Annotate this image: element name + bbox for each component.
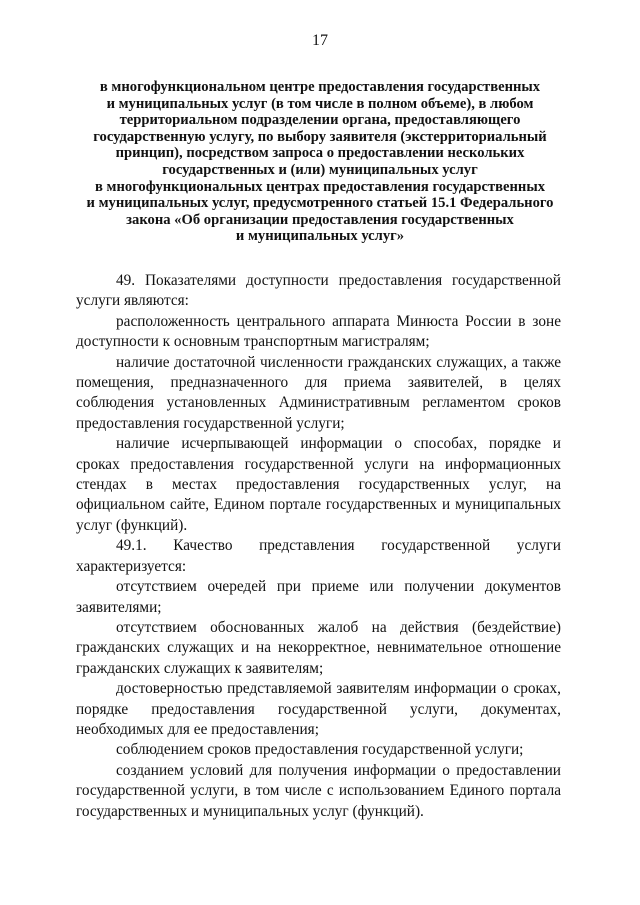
heading-line: закона «Об организации предоставления государственных [126,211,514,228]
paragraph: отсутствием обоснованных жалоб на действия (бездействие) гражданских служащих и на некорректное, невнимательное отношение гражданских служащих к заявителям; [76,618,561,677]
heading-line: государственных и (или) муниципальных услуг [162,161,478,178]
paragraph: отсутствием очередей при приеме или получении документов заявителями; [76,578,561,616]
heading-line: и муниципальных услуг, предусмотренного статьей 15.1 Федерального [86,195,554,212]
paragraph: наличие исчерпывающей информации о способах, порядке и сроках предоставления государственной услуги на информационных стендах в местах предоставления государственных услуг, на официальном сайте, Едином портале государственных и муниципальных услуг (функций). [76,435,561,534]
body-text [76,271,561,822]
heading-line: и муниципальных услуг» [235,228,405,245]
paragraph-49-1: 49.1. Качество представления государственной услуги характеризуется: [76,537,561,575]
paragraph: расположенность центрального аппарата Минюста России в зоне доступности к основным транспортным магистралям; [76,312,561,351]
heading-line: в многофункциональном центре предоставления государственных [99,79,541,95]
paragraph: созданием условий для получения информации о предоставлении государственной услуги, в том числе с использованием Единого портала государственных и муниципальных услуг (функций). [76,761,561,820]
paragraph: достоверностью представляемой заявителям информации о сроках, порядке предоставления государственной услуги, документах, необходимых для ее предоставления; [76,680,561,738]
paragraph-49: 49. Показателями доступности предоставления государственной услуги являются: [76,272,561,310]
heading-line: территориальном подразделении органа, предоставляющего [119,112,521,129]
heading-line: в многофункциональных центрах предоставления государственных [94,178,546,195]
paragraph: соблюдением сроков предоставления государственной услуги; [116,741,524,759]
page-number: 17 [312,32,328,49]
paragraph: наличие достаточной численности гражданских служащих, а также помещения, предназначенного для приема заявителей, в целях соблюдения установленных Административным регламентом сроков предоставления государственной услуги; [76,353,561,432]
heading-line: принцип), посредством запроса о предоставлении нескольких [115,145,525,162]
heading-line: и муниципальных услуг (в том числе в полном объеме), в любом [106,95,534,112]
heading-line: государственную услугу, по выбору заявителя (экстерриториальный [93,128,547,145]
section-heading [70,79,570,245]
